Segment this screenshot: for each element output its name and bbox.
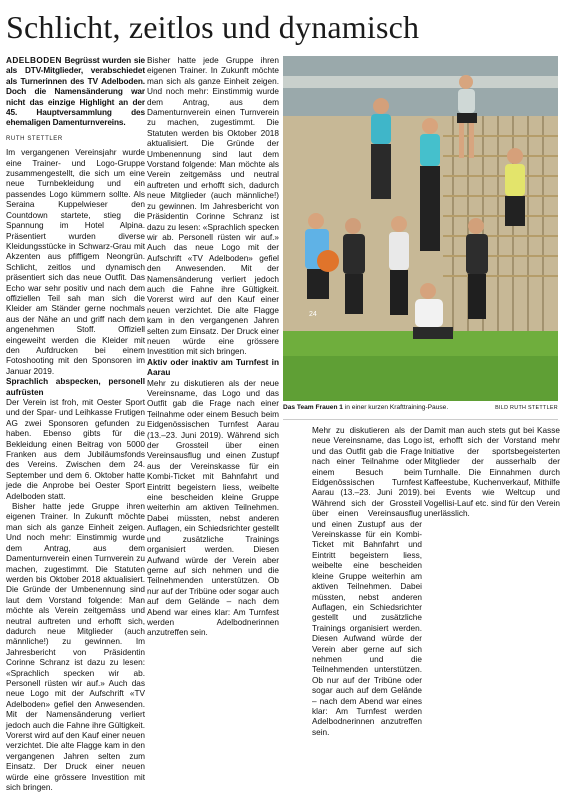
headline: Schlicht, zeitlos und dynamisch [6,9,420,45]
subheading-1: Sprachlich abspecken, personell aufrüsten [6,377,145,397]
ball-icon [317,250,339,272]
article-column-3 [312,426,422,737]
woman-right-yellow [505,148,525,226]
body-paragraph-1: Im vergangenen Vereinsjahr wurde eine Trainer- und Logo-Gruppe zusammengestellt, die sich um eine neue Turnbekleidung und ein passendes Logo kümmern sollte. Als Seraina Kuppelwieser den Countdown startete, stieg die Spannung im Hotel Alpina. Präsentiert wurden diverse Kleidungsstücke in Schwarz-Grau mit Akzenten aus pfiffigem Neongrün. Schlicht, zeitlos und dynamisch präsentiert sich das neue Outfit. Das Echo war sehr positiv und nach dem offiziellen Teil sah man sich die Kleider am Ständer gerne nochmals aus der Nähe an und griff nach dem angenehmen Stoff. Offiziell eingeweiht werden die Kleider mit den Aufdrucken bei einem Fotoshooting mit den Sponsoren im Januar 2019. [6,148,145,376]
photo-caption [283,403,558,415]
caption-text: in einer kurzen Krafttraining-Pause. [342,404,449,411]
team-photo [283,56,558,401]
lead-text: Begrüsst wurden sie als DTV-Mitglieder, verabschiedet als Turnerinnen des TV Adelboden. Doch die Namensänderung war nicht das einzige Highlight an der 45. Hauptversammlung des ehemaligen Damenturnvereins. [6,56,145,128]
subheading-2: Aktiv oder inaktiv am Turnfest in Aarau [147,357,279,378]
body-paragraph-4-end: Mehr zu diskutieren als der neue Vereinsname, das Logo und das Outfit gab die Frage nach einer Teilnahme oder einem Besuch beim Eidgenössischen Turnfest Aarau (13.–23. Juni 2019). Während sich der Grossteil über einen Vereinsausflug und einen Zustupf aus der Vereinskasse für ein Kombi-Ticket mit Bahnfahrt und Eintritt begeistern liess, weibelte eine bescheiden kleine Gruppe weiterhin am aktiven Teilnehmen. Dabei müssten, nebst anderen Auflagen, ein Schiedsrichter gestellt und zusätzliche Trainings organisiert werden. Diesen Aufwand würde der Verein aber gerne auf sich nehmen und die Teilnehmenden unterstützen. Ob nur auf der Tribüne oder sogar auch auf dem Gelände – nach dem Abend war eines klar: Am Turnfest werden Adelbodnerinnen anzutreffen sein. [312,426,422,737]
photo-credit: BILD RUTH STETTLER [495,405,558,411]
body-paragraph-4: Mehr zu diskutieren als der neue Vereinsname, das Logo und das Outfit gab die Frage nach einer Teilnahme oder einem Besuch beim Eidgenössischen Turnfest Aarau (13.–23. Juni 2019). Während sich der Grossteil über einen Vereinsausflug und einen Zustupf aus der Vereinskasse für ein Kombi-Ticket mit Bahnfahrt und Eintritt begeistern liess, weibelte eine bescheiden kleine Gruppe weiterhin am aktiven Teilnehmen. Dabei müssten, nebst anderen Auflagen, ein Schiedsrichter gestellt und zusätzliche Trainings organisiert werden. Diesen Aufwand würde der Verein aber gerne auf sich nehmen und die Teilnehmenden unterstützen. Ob nur auf der Tribüne oder sogar auch auf dem Gelände – nach dem Abend war eines klar: Am Turnfest werden Adelbodnerinnen anzutreffen sein. [147,378,279,638]
dateline: ADELBODEN [6,56,62,65]
article-column-2 [147,56,279,638]
body-paragraph-3-continued: Bisher hatte jede Gruppe ihren eigenen Trainer. In Zukunft möchte man sich als ganze Einheit zeigen. Und noch mehr: Einstimmig wurde dem Antrag, aus dem Damenturnverein einen Turnverein zu machen, zugestimmt. Die Statuten werden bis Oktober 2018 aktualisiert. Die Gründe der Umbenennung sind laut dem Vorstand folgende: Man möchte als Verein zeitgemäss und neutral auftreten und erhofft sich, dadurch neue Mitglieder (auch männliche!) zu gewinnen. Im Jahresbericht von Präsidentin Corinne Schranz ist dazu zu lesen: «Sprachlich specken wir ab. Personell rüsten wir auf.» Auch das neue Logo mit der Aufschrift «TV Adelboden» gefiel den Anwesenden. Mit der Namensänderung verliert jedoch auch die Fahne ihre Gültigkeit. Vorerst wird auf den Kauf einer neuen verzichtet. Die alte Flagge kam in den vergangenen Jahren selten zum Einsatz. Der Druck einer neuen würde eine grössere Investition mit sich bringen. [147,56,279,357]
article-column-1 [6,56,145,793]
ball-number: 24 [309,311,317,318]
lead-paragraph [6,56,145,129]
team-photo-illustration [283,56,558,401]
article-column-4 [424,426,560,519]
caption-bold: Das Team Frauen 1 [283,404,343,411]
body-paragraph-5: Damit man auch stets gut bei Kasse ist, erhofft sich der Vorstand mehr Initiative der sportsbegeisterten Mitglieder der ausserhalb der Turnhalle. Die Einnahmen durch Kaffeestube, Kuchenverkauf, Mithilfe bei Events wie Weltcup und Vogellisi-Lauf etc. sind für den Verein unerlässlich. [424,426,560,519]
caption-divider [283,419,558,420]
author-byline: RUTH STETTLER [6,135,63,142]
woman-center-turquoise [420,118,440,251]
body-paragraph-2: Der Verein ist froh, mit Oester Sport und der Spar- und Leihkasse Frutigen AG zwei Sponsoren gefunden zu haben. Ebenso gibts für die Bekleidung einen Beitrag von 5000 Franken aus dem Jubiläumsfonds des Vereins. Zwischen dem 24. September und dem 6. Oktober hatte jede die Anprobe bei Oester Sport Adelboden statt. [6,398,145,501]
body-paragraph-3a: Bisher hatte jede Gruppe ihren eigenen Trainer. In Zukunft möchte man sich als ganze Einheit zeigen. Und noch mehr: Einstimmig wurde dem Antrag, aus dem Damenturnverein einen Turnverein zu machen, zugestimmt. Die Statuten werden bis Oktober 2018 aktualisiert. Die Gründe der Umbenennung sind laut dem Vorstand folgende: Man möchte als Verein zeitgemäss und neutral auftreten und erhofft sich, dadurch neue Mitglieder (auch männliche!) zu gewinnen. Im Jahresbericht von Präsidentin Corinne Schranz ist dazu zu lesen: «Sprachlich specken wir ab. Personell rüsten wir auf.» Auch das neue Logo mit der Aufschrift «TV Adelboden» gefiel den Anwesenden. Mit der Namensänderung verliert jedoch auch die Fahne ihre Gültigkeit. Vorerst wird auf den Kauf einer neuen verzichtet. Die alte Flagge kam in den vergangenen Jahren selten zum Einsatz. Der Druck einer neuen würde eine grössere Investition mit sich bringen. [6,502,145,793]
